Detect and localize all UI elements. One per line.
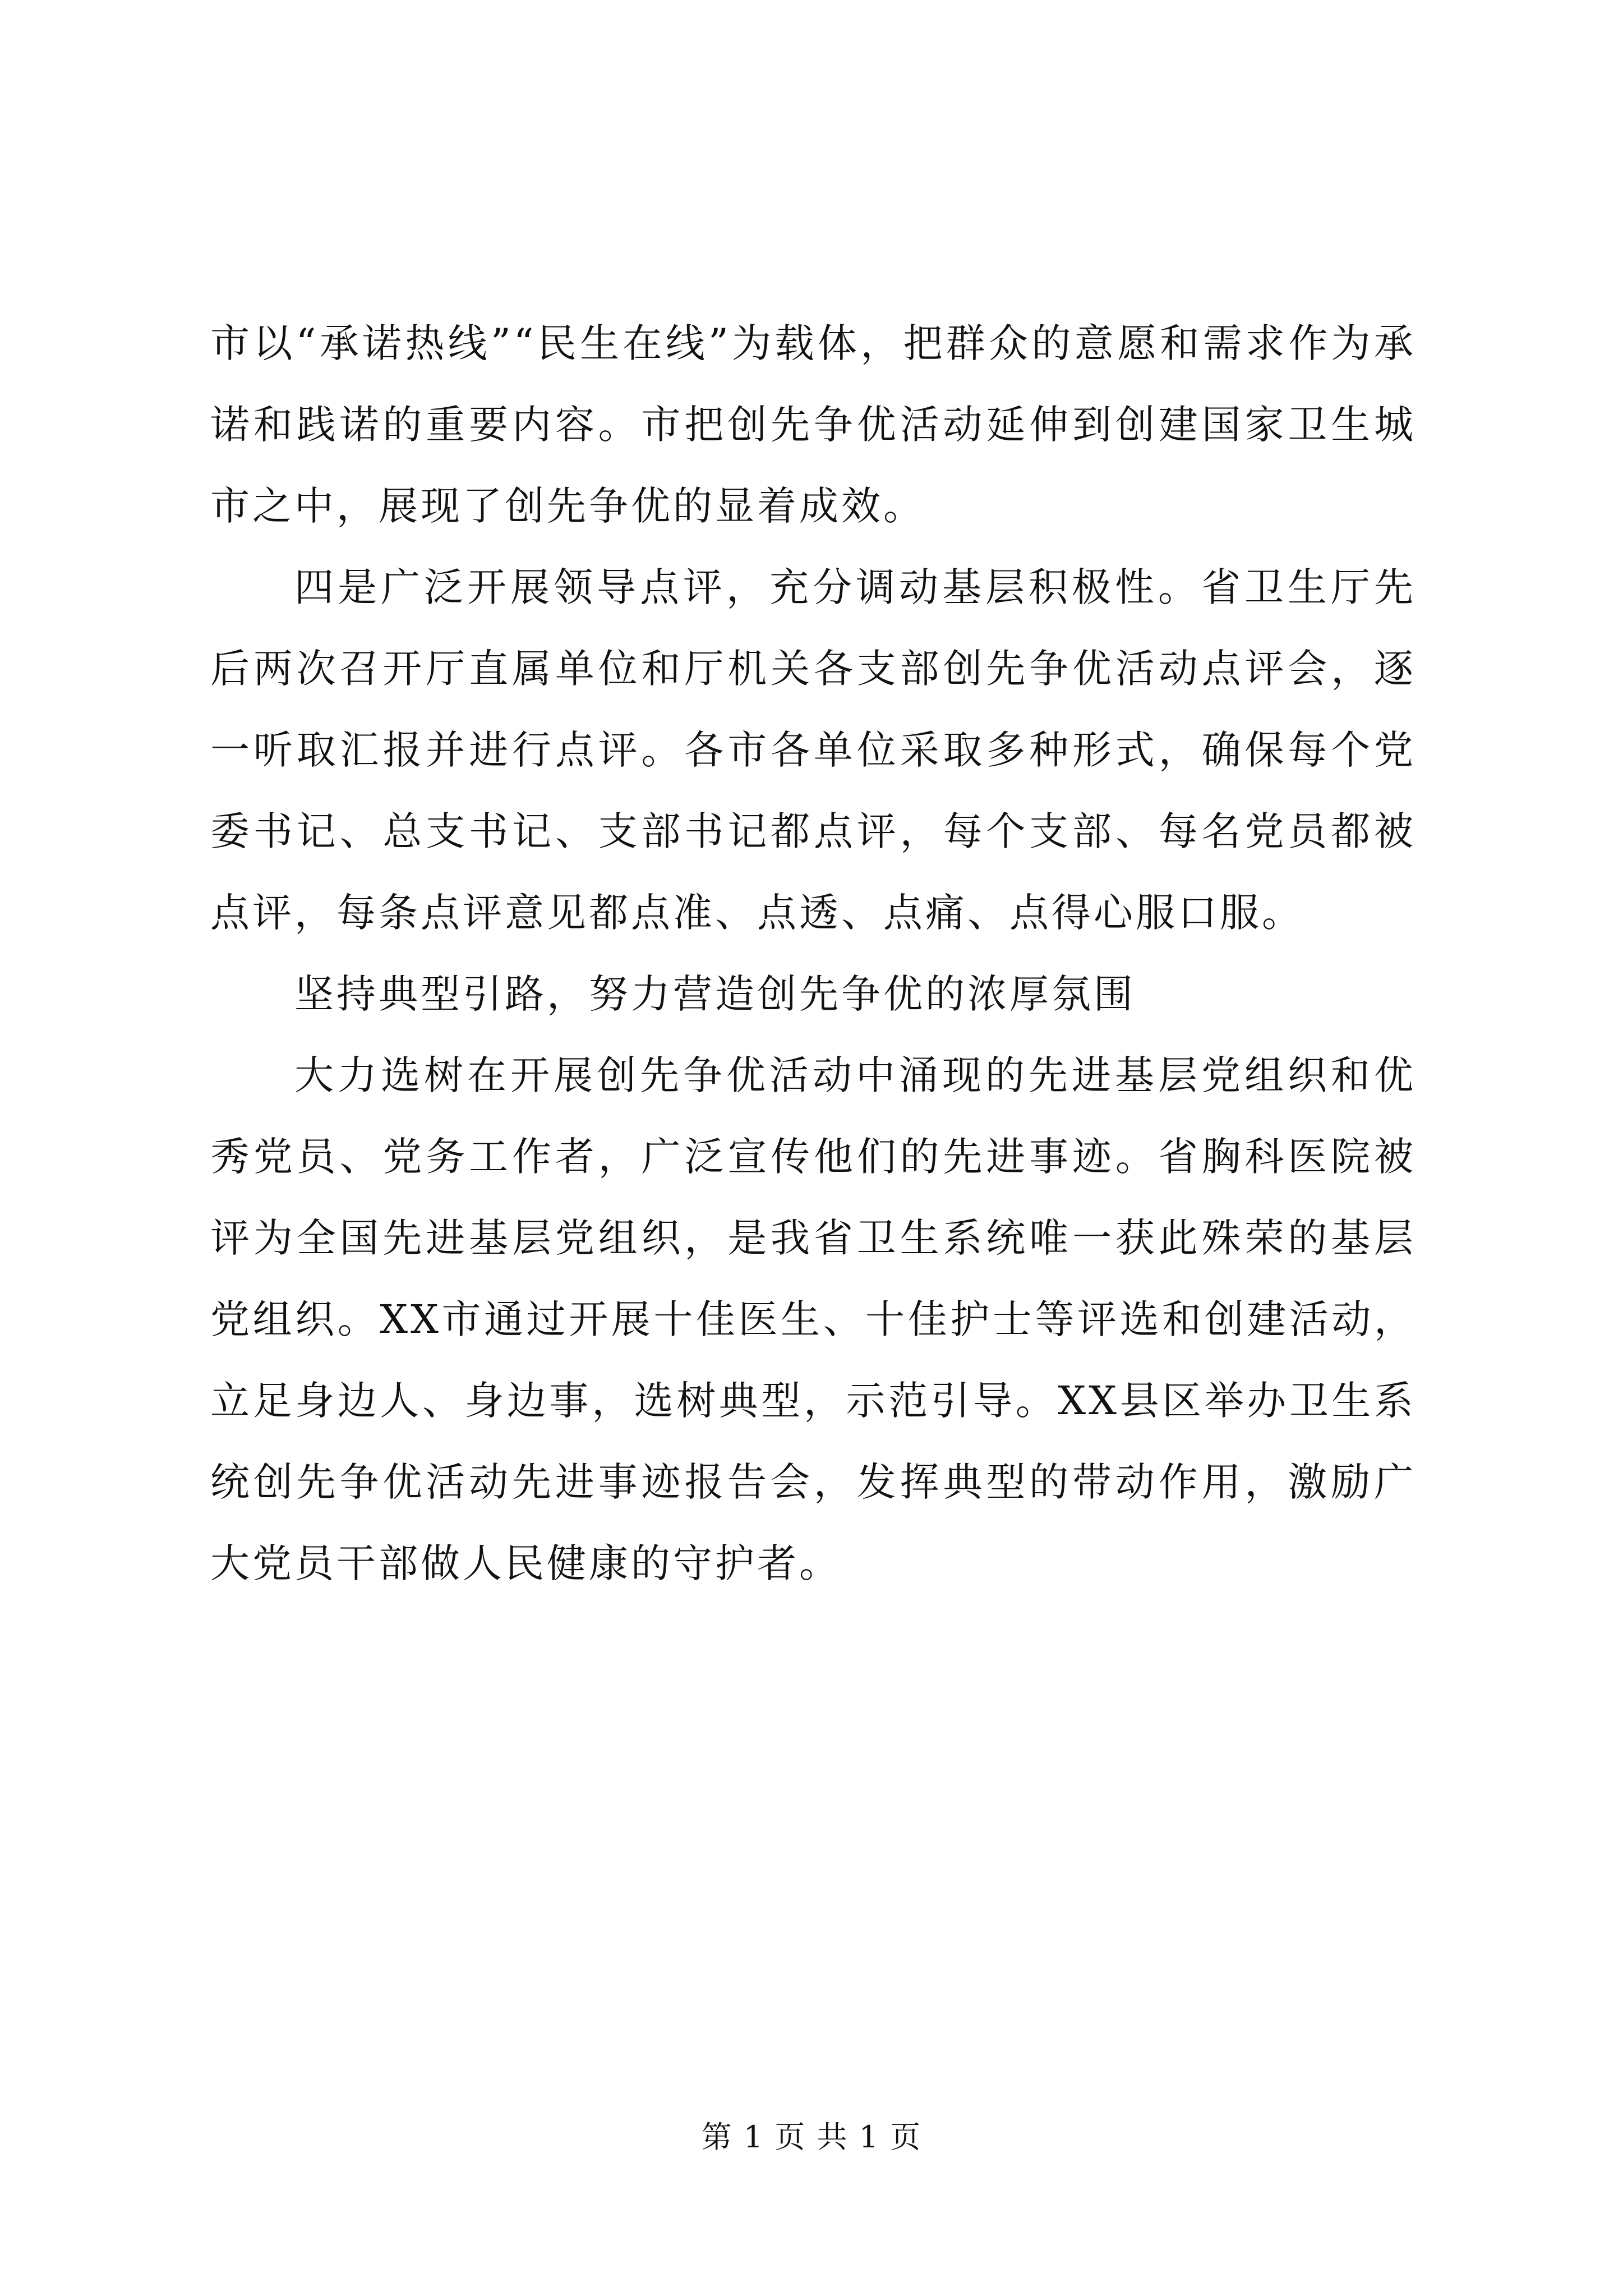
section-heading: 坚持典型引路，努力营造创先争优的浓厚氛围 [294, 971, 1136, 1017]
document-body [210, 303, 1416, 1604]
paragraph-3: 大力选树在开展创先争优活动中涌现的先进基层党组织和优秀党员、党务工作者，广泛宣传他们的先进事迹。省胸科医院被评为全国先进基层党组织，是我省卫生系统唯一获此殊荣的基层党组织。XX市通过开展十佳医生、十佳护士等评选和创建活动，立足身边人、身边事，选树典型，示范引导。XX县区举办卫生系统创先争优活动先进事迹报告会，发挥典型的带动作用，激励广大党员干部做人民健康的守护者。 [210, 1052, 1416, 1586]
paragraph-2: 四是广泛开展领导点评，充分调动基层积极性。省卫生厅先后两次召开厅直属单位和厅机关各支部创先争优活动点评会，逐一听取汇报并进行点评。各市各单位采取多种形式，确保每个党委书记、总支书记、支部书记都点评，每个支部、每名党员都被点评，每条点评意见都点准、点透、点痛、点得心服口服。 [210, 564, 1416, 936]
paragraph-1: 市以“承诺热线”“民生在线”为载体，把群众的意愿和需求作为承诺和践诺的重要内容。市把创先争优活动延伸到创建国家卫生城市之中，展现了创先争优的显着成效。 [210, 320, 1416, 529]
page-footer: 第 1 页 共 1 页 [701, 2119, 922, 2155]
